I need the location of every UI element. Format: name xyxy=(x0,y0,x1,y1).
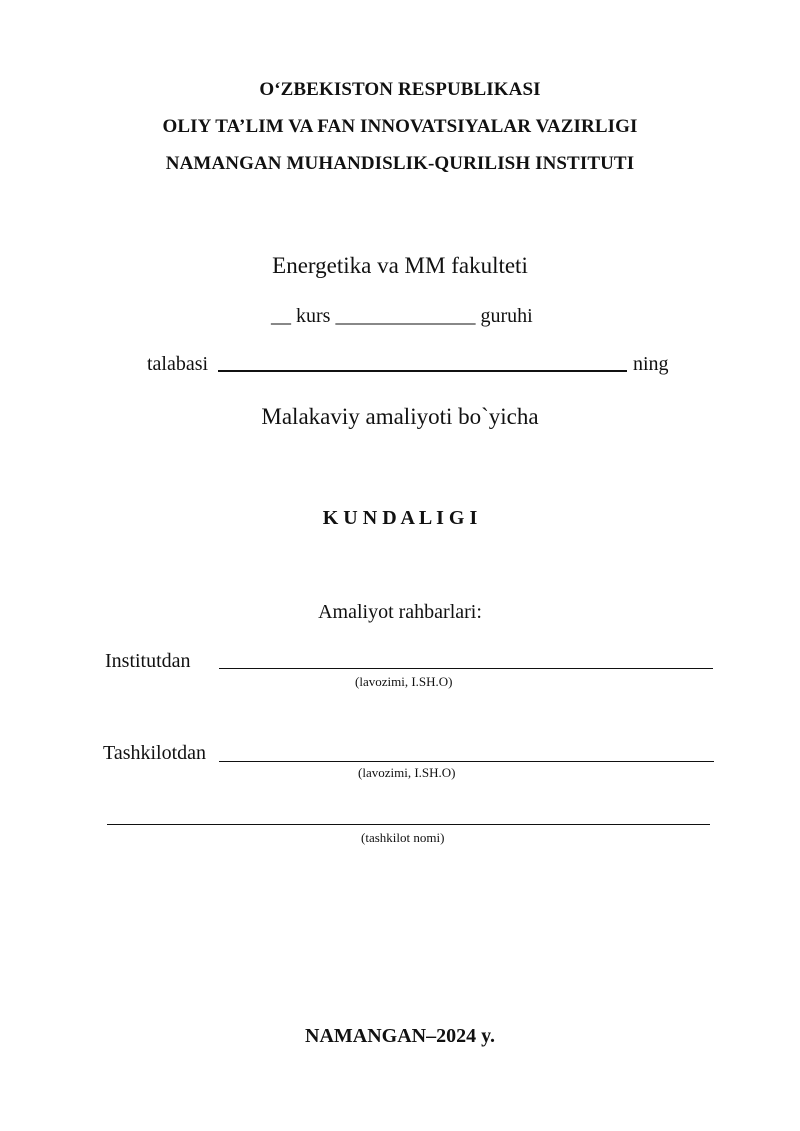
student-label: talabasi xyxy=(147,353,209,375)
organization-supervisor-hint: (lavozimi, I.SH.O) xyxy=(358,765,456,780)
group-blank: ______________ xyxy=(335,305,476,327)
institute-supervisor-blank xyxy=(219,668,713,669)
ministry-country-heading: O‘ZBEKISTON RESPUBLIKASI xyxy=(259,79,541,100)
faculty-name: Energetika va MM fakulteti xyxy=(272,253,528,278)
organization-name-blank xyxy=(107,824,710,825)
group-label: guruhi xyxy=(480,305,533,327)
footer-city-year: NAMANGAN–2024 y. xyxy=(305,1025,495,1047)
organization-supervisor-blank xyxy=(219,761,714,762)
supervisors-heading: Amaliyot rahbarlari: xyxy=(318,601,482,623)
course-group-line xyxy=(271,306,533,326)
course-label: __ kurs xyxy=(271,305,331,327)
document-title: K U N D A L I G I xyxy=(322,507,478,529)
organization-name-hint: (tashkilot nomi) xyxy=(361,830,445,845)
institute-name-heading: NAMANGAN MUHANDISLIK-QURILISH INSTITUTI xyxy=(165,153,635,174)
student-name-blank xyxy=(218,370,627,372)
student-suffix-label: ning xyxy=(633,353,669,375)
ministry-name-heading: OLIY TA’LIM VA FAN INNOVATSIYALAR VAZIRLIGI xyxy=(162,116,638,137)
organization-supervisor-label: Tashkilotdan xyxy=(103,742,207,764)
practice-title: Malakaviy amaliyoti bo`yicha xyxy=(261,404,539,429)
institute-supervisor-label: Institutdan xyxy=(105,650,191,672)
institute-supervisor-hint: (lavozimi, I.SH.O) xyxy=(355,674,453,689)
